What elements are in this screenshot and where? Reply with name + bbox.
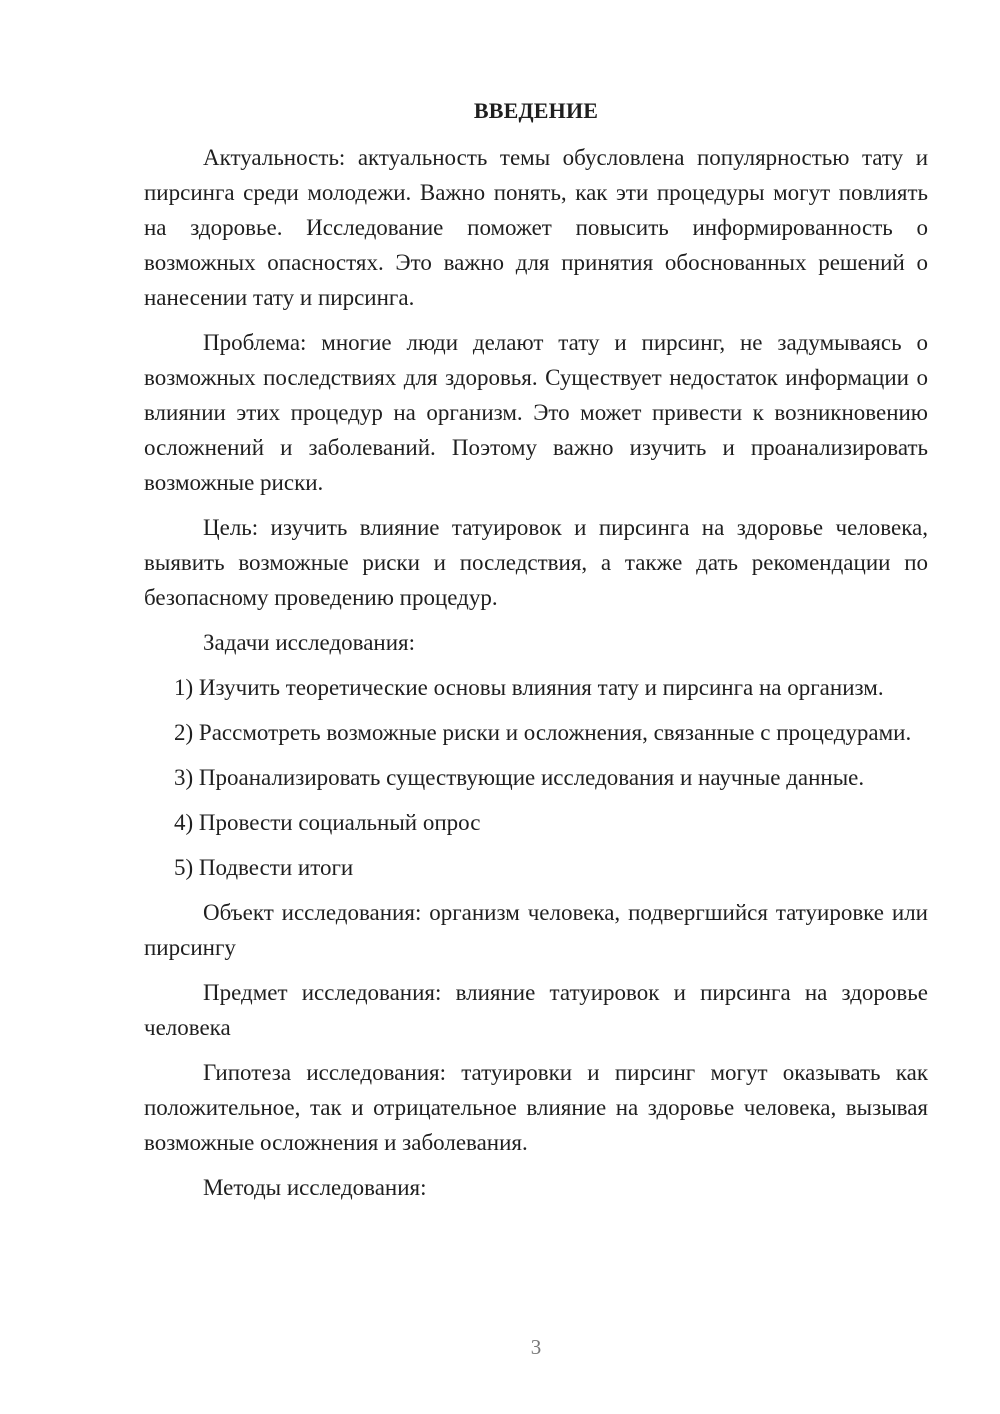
task-item-4: 4) Провести социальный опрос xyxy=(174,810,481,835)
paragraph-object: Объект исследования: организм человека, подвергшийся татуировке или пирсингу xyxy=(144,900,928,960)
task-item-1: 1) Изучить теоретические основы влияния тату и пирсинга на организм. xyxy=(174,675,884,700)
task-item-3: 3) Проанализировать существующие исследования и научные данные. xyxy=(174,765,865,790)
paragraph-problem: Проблема: многие люди делают тату и пирсинг, не задумываясь о возможных последствиях для здоровья. Существует недостаток информации о влиянии этих процедур на организм. Это может привести к возникновению осложнений и заболеваний. Поэтому важно изучить и проанализировать возможные риски. xyxy=(144,330,928,495)
page-content xyxy=(144,96,928,1215)
section-title: ВВЕДЕНИЕ xyxy=(473,98,599,123)
paragraph-goal: Цель: изучить влияние татуировок и пирсинга на здоровье человека, выявить возможные риски и последствия, а также дать рекомендации по безопасному проведению процедур. xyxy=(144,515,928,610)
task-item-5: 5) Подвести итоги xyxy=(174,855,354,880)
page-number: 3 xyxy=(530,1335,542,1359)
paragraph-tasks-heading: Задачи исследования: xyxy=(203,630,416,655)
paragraph-hypothesis: Гипотеза исследования: татуировки и пирсинг могут оказывать как положительное, так и отрицательное влияние на здоровье человека, вызывая возможные осложнения и заболевания. xyxy=(144,1060,928,1155)
paragraph-relevance: Актуальность: актуальность темы обусловлена популярностью тату и пирсинга среди молодежи. Важно понять, как эти процедуры могут повлиять на здоровье. Исследование поможет повысить информированность о возможных опасностях. Это важно для принятия обоснованных решений о нанесении тату и пирсинга. xyxy=(144,145,928,310)
paragraph-methods: Методы исследования: xyxy=(203,1175,427,1200)
paragraph-subject: Предмет исследования: влияние татуировок и пирсинга на здоровье человека xyxy=(144,980,928,1040)
task-item-2: 2) Рассмотреть возможные риски и осложнения, связанные с процедурами. xyxy=(174,720,912,745)
